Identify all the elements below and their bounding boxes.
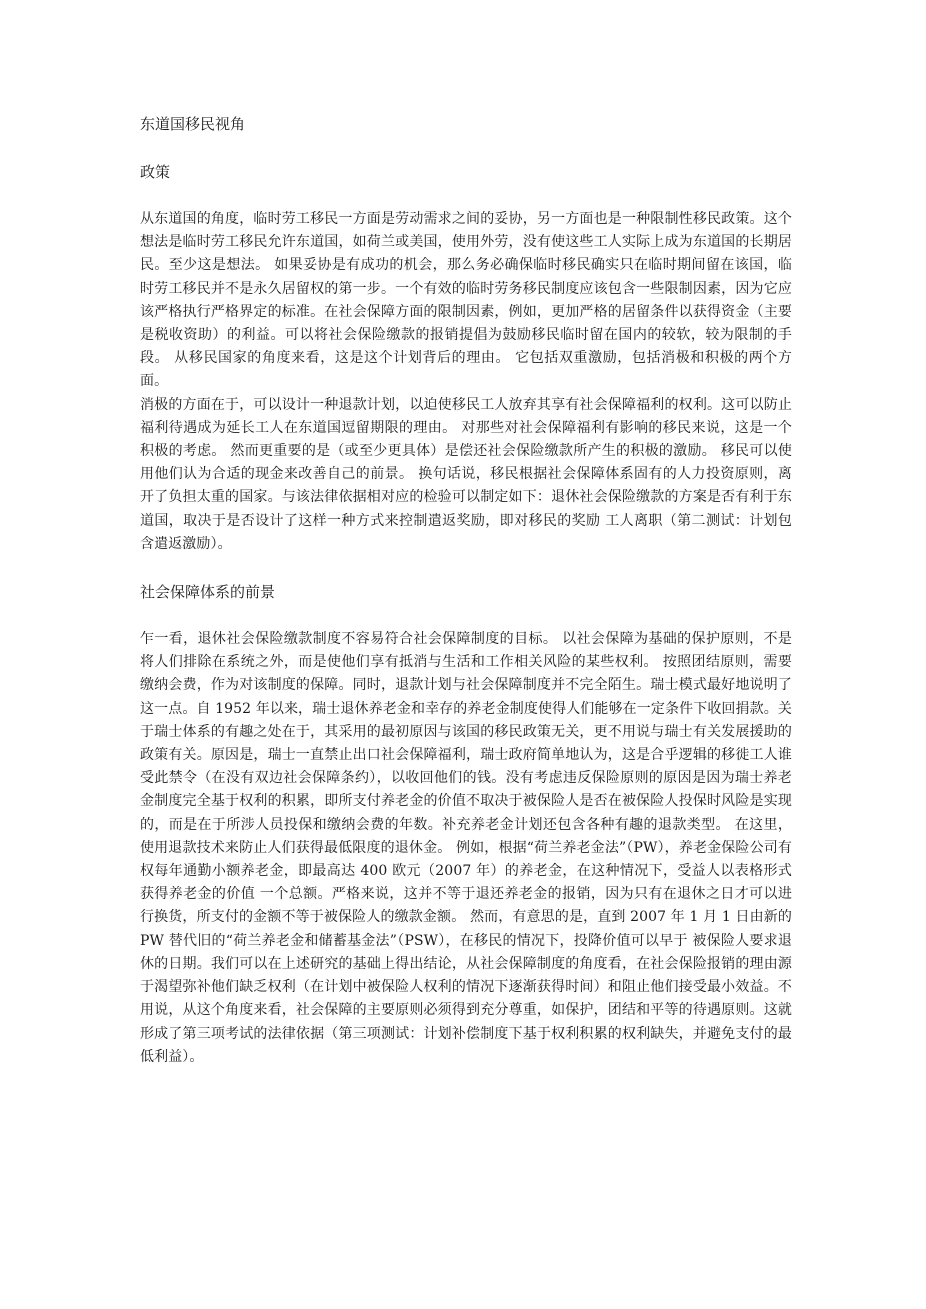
document-page xyxy=(140,112,792,1069)
document-subtitle: 政策 xyxy=(140,163,171,181)
body-paragraph: 乍一看，退休社会保险缴款制度不容易符合社会保障制度的目标。 以社会保障为基础的保护原则，不是将人们排除在系统之外，而是使他们享有抵消与生活和工作相关风险的某些权利。 按照团结原则，需要缴纳会费，作为对该制度的保障。同时，退款计划与社会保障制度并不完全陌生。瑞士模式最好地说明了这一点。自 1952 年以来，瑞士退休养老金和幸存的养老金制度使得人们能够在一定条件下收回捐款。关于瑞士体系的有趣之处在于，其采用的最初原因与该国的移民政策无关，更不用说与瑞士有关发展援助的政策有关。原因是，瑞士一直禁止出口社会保障福利，瑞士政府简单地认为，这是合乎逻辑的移徙工人谁受此禁令（在没有双边社会保障条约），以收回他们的钱。没有考虑违反保险原则的原因是因为瑞士养老金制度完全基于权利的积累，即所支付养老金的价值不取决于被保险人是否在被保险人投保时风险是实现的，而是在于所涉人员投保和缴纳会费的年数。补充养老金计划还包含各种有趣的退款类型。 在这里，使用退款技术来防止人们获得最低限度的退休金。 例如，根据“荷兰养老金法”（PW），养老金保险公司有权每年通勤小额养老金，即最高达 400 欧元（2007 年）的养老金，在这种情况下，受益人以表格形式获得养老金的价值 一个总额。严格来说，这并不等于退还养老金的报销，因为只有在退休之日才可以进行换货，所支付的金额不等于被保险人的缴款金额。 然而，有意思的是，直到 2007 年 1 月 1 日由新的 PW 替代旧的“荷兰养老金和储蓄基金法”（PSW），在移民的情况下，投降价值可以早于 被保险人要求退休的日期。我们可以在上述研究的基础上得出结论，从社会保障制度的角度看，在社会保险报销的理由源于渴望弥补他们缺乏权利（在计划中被保险人权利的情况下逐渐获得时间）和阻止他们接受最小效益。不用说，从这个角度来看，社会保障的主要原则必须得到充分尊重，如保护，团结和平等的待遇原则。这就形成了第三项考试的法律依据（第三项测试：计划补偿制度下基于权利积累的权利缺失，并避免支付的最低利益）。 xyxy=(140,631,792,1065)
document-title: 东道国移民视角 xyxy=(140,115,246,133)
body-paragraph: 从东道国的角度，临时劳工移民一方面是劳动需求之间的妥协，另一方面也是一种限制性移民政策。这个想法是临时劳工移民允许东道国，如荷兰或美国，使用外劳，没有使这些工人实际上成为东道国的长期居民。至少这是想法。 如果妥协是有成功的机会，那么务必确保临时移民确实只在临时期间留在该国，临时劳工移民并不是永久居留权的第一步。一个有效的临时劳务移民制度应该包含一些限制因素，因为它应该严格执行严格界定的标准。在社会保障方面的限制因素，例如，更加严格的居留条件以获得资金（主要是税收资助）的利益。可以将社会保险缴款的报销提倡为鼓励移民临时留在国内的较软，较为限制的手段。 从移民国家的角度来看，这是这个计划背后的理由。 它包括双重激励，包括消极和积极的两个方面。 xyxy=(140,211,792,390)
body-paragraph: 消极的方面在于，可以设计一种退款计划，以迫使移民工人放弃其享有社会保障福利的权利。这可以防止福利待遇成为延长工人在东道国逗留期限的理由。 对那些对社会保障福利有影响的移民来说，这是一个积极的考虑。 然而更重要的是（或至少更具体）是偿还社会保险缴款所产生的积极的激励。 移民可以使用他们认为合适的现金来改善自己的前景。 换句话说，移民根据社会保障体系固有的人力投资原则，离开了负担太重的国家。与该法律依据相对应的检验可以制定如下：退休社会保险缴款的方案是否有利于东道国，取决于是否设计了这样一种方式来控制遣返奖励，即对移民的奖励 工人离职（第二测试：计划包含遣返激励）。 xyxy=(140,396,792,552)
section-heading: 社会保障体系的前景 xyxy=(140,583,276,602)
